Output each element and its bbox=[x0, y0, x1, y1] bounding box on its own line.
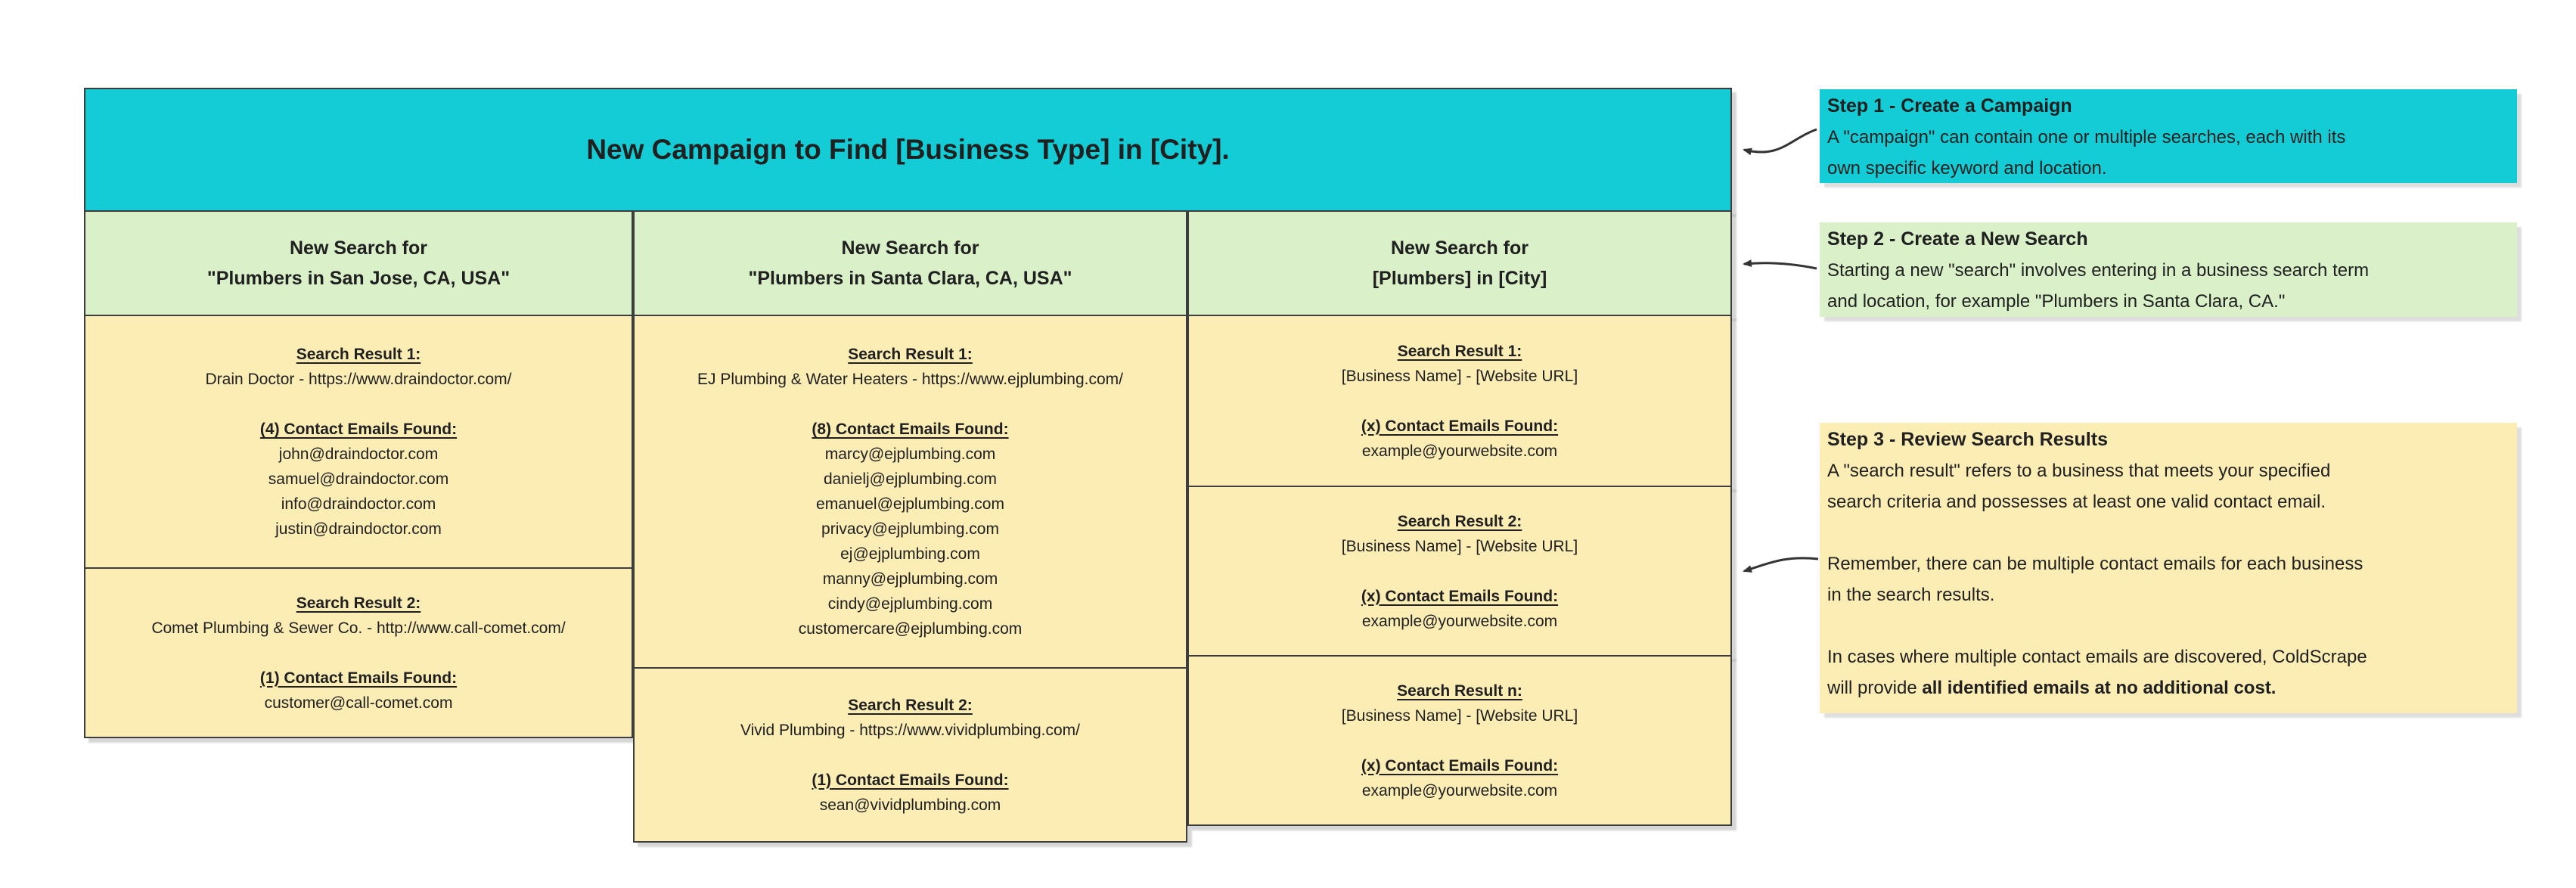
email-address: privacy@ejplumbing.com bbox=[821, 520, 999, 538]
email-address: cindy@ejplumbing.com bbox=[827, 595, 993, 613]
campaign-title: New Campaign to Find [Business Type] in [City]. bbox=[586, 134, 1230, 165]
email-address: marcy@ejplumbing.com bbox=[824, 446, 996, 463]
arrow-step3-to-search-result bbox=[1744, 558, 1818, 571]
search-header-line2: [Plumbers] in [City] bbox=[1372, 268, 1547, 289]
search-result-box-vivid bbox=[633, 667, 1187, 843]
email-address: sean@vividplumbing.com bbox=[819, 796, 1001, 814]
search-result-business: Vivid Plumbing - https://www.vividplumbing.com/ bbox=[740, 721, 1080, 739]
step-3-note bbox=[1820, 423, 2517, 713]
email-address: samuel@draindoctor.com bbox=[268, 470, 449, 488]
contact-emails-heading: (4) Contact Emails Found: bbox=[259, 421, 458, 438]
email-address: justin@draindoctor.com bbox=[275, 520, 442, 538]
search-result-box-template-1 bbox=[1187, 315, 1732, 487]
search-header-line1: New Search for bbox=[841, 238, 979, 259]
email-address: example@yourwebsite.com bbox=[1361, 612, 1558, 630]
search-result-title: Search Result 1: bbox=[1397, 342, 1522, 360]
email-address: example@yourwebsite.com bbox=[1361, 442, 1558, 460]
search-result-box-ej-plumbing bbox=[633, 315, 1187, 669]
search-header-line2: "Plumbers in San Jose, CA, USA" bbox=[206, 268, 511, 289]
step-1-title: Step 1 - Create a Campaign bbox=[1827, 95, 2072, 116]
step-3-title: Step 3 - Review Search Results bbox=[1827, 429, 2108, 450]
campaign-header-box bbox=[84, 88, 1732, 212]
search-header-line1: New Search for bbox=[1390, 238, 1529, 259]
search-result-box-comet bbox=[84, 567, 633, 738]
search-result-title: Search Result 1: bbox=[848, 346, 973, 363]
search-result-box-template-n bbox=[1187, 655, 1732, 826]
email-address: manny@ejplumbing.com bbox=[822, 570, 998, 588]
search-result-title: Search Result 2: bbox=[848, 696, 973, 714]
email-list bbox=[265, 691, 453, 716]
search-result-business: Drain Doctor - https://www.draindoctor.com/ bbox=[205, 371, 512, 388]
email-address: john@draindoctor.com bbox=[278, 446, 439, 463]
search-result-box-template-2 bbox=[1187, 486, 1732, 657]
arrow-step1-to-campaign bbox=[1744, 129, 1817, 152]
search-result-box-drain-doctor bbox=[84, 315, 633, 569]
search-header-santa-clara bbox=[633, 210, 1187, 316]
contact-emails-heading: (8) Contact Emails Found: bbox=[812, 421, 1009, 438]
step-2-title: Step 2 - Create a New Search bbox=[1827, 228, 2088, 250]
search-header-san-jose bbox=[84, 210, 633, 316]
email-address: ej@ejplumbing.com bbox=[840, 545, 980, 563]
contact-emails-heading: (1) Contact Emails Found: bbox=[812, 771, 1009, 789]
step-3-paragraph-3-bold: all identified emails at no additional cost. bbox=[1922, 678, 2277, 698]
step-1-note bbox=[1820, 89, 2517, 183]
step-3-paragraph-1: A "search result" refers to a business that meets your specified search criteria and possesses at least one valid contact email. bbox=[1827, 461, 2331, 512]
email-list bbox=[820, 793, 1001, 818]
step-3-paragraph-3-line2: will provide bbox=[1827, 678, 1923, 698]
email-list bbox=[1362, 609, 1557, 634]
search-result-title: Search Result n: bbox=[1397, 682, 1522, 700]
email-address: emanuel@ejplumbing.com bbox=[816, 495, 1004, 513]
email-address: danielj@ejplumbing.com bbox=[823, 470, 998, 488]
search-header-line1: New Search for bbox=[289, 238, 427, 259]
step-1-body: A "campaign" can contain one or multiple searches, each with its own specific keyword and location. bbox=[1827, 127, 2346, 179]
step-3-paragraph-3-line1: In cases where multiple contact emails are discovered, ColdScrape bbox=[1827, 647, 2367, 667]
step-2-note bbox=[1820, 222, 2517, 317]
search-result-title: Search Result 2: bbox=[1397, 512, 1522, 530]
search-result-business: Comet Plumbing & Sewer Co. - http://www.call-comet.com/ bbox=[151, 619, 566, 637]
search-result-business: EJ Plumbing & Water Heaters - https://www.ejplumbing.com/ bbox=[697, 371, 1123, 388]
email-list bbox=[1362, 439, 1557, 464]
search-result-business: [Business Name] - [Website URL] bbox=[1341, 537, 1578, 555]
contact-emails-heading: (x) Contact Emails Found: bbox=[1361, 587, 1559, 605]
search-header-generic bbox=[1187, 210, 1732, 316]
contact-emails-heading: (x) Contact Emails Found: bbox=[1361, 417, 1559, 435]
email-list bbox=[268, 442, 448, 542]
step-3-paragraph-3 bbox=[1827, 641, 2509, 703]
search-header-line2: "Plumbers in Santa Clara, CA, USA" bbox=[748, 268, 1072, 289]
step-2-body: Starting a new "search" involves entering in a business search term and location, for example "Plumbers in Santa Clara, CA." bbox=[1827, 260, 2370, 312]
search-result-business: [Business Name] - [Website URL] bbox=[1341, 367, 1578, 385]
arrow-step2-to-search-header bbox=[1744, 263, 1817, 269]
contact-emails-heading: (x) Contact Emails Found: bbox=[1361, 756, 1559, 775]
search-result-business: [Business Name] - [Website URL] bbox=[1341, 706, 1578, 725]
search-result-title: Search Result 1: bbox=[296, 346, 421, 363]
email-list bbox=[799, 442, 1023, 641]
step-3-paragraph-2: Remember, there can be multiple contact emails for each business in the search results. bbox=[1827, 554, 2363, 605]
contact-emails-heading: (1) Contact Emails Found: bbox=[259, 669, 458, 687]
search-result-title: Search Result 2: bbox=[296, 594, 421, 612]
email-address: info@draindoctor.com bbox=[281, 495, 436, 513]
email-list bbox=[1362, 778, 1557, 803]
email-address: example@yourwebsite.com bbox=[1361, 781, 1558, 800]
email-address: customercare@ejplumbing.com bbox=[798, 620, 1023, 638]
email-address: customer@call-comet.com bbox=[264, 694, 453, 712]
